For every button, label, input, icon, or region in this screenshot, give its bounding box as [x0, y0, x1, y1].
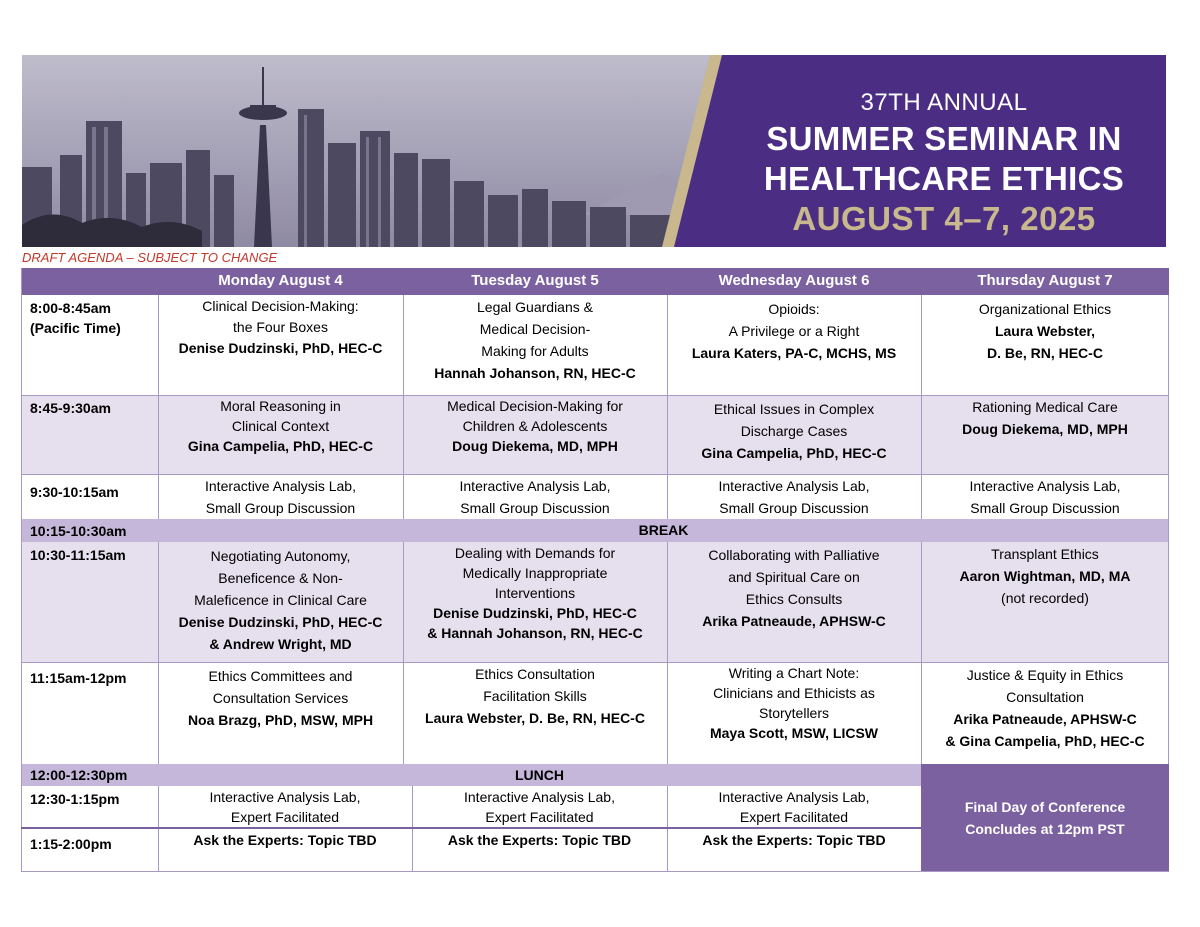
day-header-wednesday: Wednesday August 6	[718, 272, 870, 289]
session-title: Making for Adults	[481, 343, 589, 359]
grid-line	[21, 474, 1169, 475]
session-title: Ask the Experts: Topic TBD	[702, 832, 886, 848]
session-title: Medical Decision-Making for	[447, 398, 623, 414]
session-mon-slot8	[158, 786, 412, 828]
session-title: Expert Facilitated	[739, 809, 849, 825]
session-tue-slot9	[412, 828, 667, 872]
session-title: Children & Adolescents	[462, 418, 608, 434]
session-title: Beneficence & Non-	[218, 570, 343, 586]
grid-line	[21, 662, 1169, 663]
grid-line	[412, 786, 413, 872]
session-title: Rationing Medical Care	[972, 399, 1118, 415]
grid-line	[921, 542, 922, 764]
session-speaker: Laura Katers, PA-C, MCHS, MS	[691, 345, 897, 361]
event-banner	[22, 55, 1166, 247]
grid-line	[403, 295, 404, 519]
session-title: Ethical Issues in Complex	[713, 401, 875, 417]
session-title: Interventions	[494, 585, 576, 601]
day-header-monday: Monday August 4	[218, 272, 343, 289]
time-slot-2: 8:45-9:30am	[30, 400, 111, 416]
day-header-thursday: Thursday August 7	[977, 272, 1113, 289]
session-title: Clinical Decision-Making:	[202, 298, 359, 314]
grid-line	[1168, 295, 1169, 764]
final-day-line2: Concludes at 12pm PST	[965, 821, 1125, 837]
session-title: Small Group Discussion	[719, 500, 869, 516]
grid-line	[667, 786, 668, 872]
banner-edition: 37TH ANNUAL	[860, 89, 1028, 116]
session-note: (not recorded)	[1001, 590, 1089, 606]
time-slot-9: 1:15-2:00pm	[30, 836, 112, 852]
session-speaker: Laura Webster, D. Be, RN, HEC-C	[425, 710, 645, 726]
session-title: Ethics Consultation	[475, 666, 595, 682]
time-slot-8: 12:30-1:15pm	[30, 791, 120, 807]
session-wed-slot5	[667, 542, 921, 662]
session-title: Interactive Analysis Lab,	[209, 789, 361, 805]
session-title: Small Group Discussion	[205, 500, 356, 516]
time-slot-6: 11:15am-12pm	[30, 670, 127, 686]
break-label: BREAK	[638, 522, 689, 538]
session-title: Expert Facilitated	[230, 809, 340, 825]
session-speaker: Noa Brazg, PhD, MSW, MPH	[187, 712, 374, 728]
session-speaker: Denise Dudzinski, PhD, HEC-C	[433, 605, 637, 621]
session-title: Organizational Ethics	[978, 301, 1112, 317]
session-title: Collaborating with Palliative	[708, 547, 880, 563]
grid-line	[667, 542, 668, 764]
session-title: Opioids:	[768, 301, 820, 317]
session-title: and Spiritual Care on	[728, 569, 860, 585]
session-title: Clinical Context	[231, 418, 330, 434]
session-tue-slot8	[412, 786, 667, 828]
session-thu-slot5	[921, 542, 1169, 662]
agenda-table	[21, 268, 1169, 872]
session-tue-slot6	[403, 662, 667, 764]
draft-notice: DRAFT AGENDA – SUBJECT TO CHANGE	[22, 250, 278, 265]
grid-line	[158, 786, 159, 872]
time-slot-break: 10:15-10:30am	[30, 523, 127, 539]
grid-line	[21, 268, 22, 872]
session-title: Interactive Analysis Lab,	[718, 478, 870, 494]
session-title: Writing a Chart Note:	[728, 665, 860, 681]
session-title: Legal Guardians &	[477, 299, 593, 315]
grid-line	[21, 871, 1169, 872]
session-tue-slot5	[403, 542, 667, 662]
session-title: Interactive Analysis Lab,	[969, 478, 1121, 494]
time-slot-3: 9:30-10:15am	[30, 484, 119, 500]
session-mon-slot1	[158, 295, 403, 395]
session-title: Ethics Consults	[745, 591, 843, 607]
session-title: Maleficence in Clinical Care	[194, 592, 367, 608]
session-speaker: Doug Diekema, MD, MPH	[962, 421, 1128, 437]
session-mon-slot6	[158, 662, 403, 764]
session-speaker: Aaron Wightman, MD, MA	[959, 568, 1131, 584]
session-title: Consultation	[1006, 689, 1084, 705]
session-title: Ask the Experts: Topic TBD	[447, 832, 632, 848]
grid-line	[921, 295, 922, 519]
session-tue-slot1	[403, 295, 667, 395]
session-title: Interactive Analysis Lab,	[718, 789, 870, 805]
session-speaker: & Gina Campelia, PhD, HEC-C	[945, 733, 1145, 749]
session-title: Storytellers	[758, 705, 830, 721]
session-mon-slot9	[158, 828, 412, 872]
session-title: the Four Boxes	[233, 319, 328, 335]
session-mon-slot3	[158, 474, 403, 519]
session-speaker: D. Be, RN, HEC-C	[987, 345, 1103, 361]
session-speaker: Arika Patneaude, APHSW-C	[953, 711, 1137, 727]
time-slot-1-range: 8:00-8:45am	[30, 300, 111, 316]
session-wed-slot8	[667, 786, 921, 828]
time-slot-lunch: 12:00-12:30pm	[30, 767, 128, 783]
session-title: Expert Facilitated	[485, 809, 594, 825]
session-mon-slot2	[158, 395, 403, 474]
session-title: Interactive Analysis Lab,	[205, 478, 356, 494]
session-title: Medically Inappropriate	[462, 565, 608, 581]
session-title: Consultation Services	[212, 690, 349, 706]
grid-line	[158, 542, 159, 764]
session-title: Small Group Discussion	[460, 500, 610, 516]
session-title: Ask the Experts: Topic TBD	[193, 832, 377, 848]
session-speaker: Denise Dudzinski, PhD, HEC-C	[178, 340, 383, 356]
day-header-tuesday: Tuesday August 5	[471, 272, 599, 289]
grid-line	[21, 395, 1169, 396]
session-speaker: Laura Webster,	[994, 323, 1096, 339]
grid-line	[21, 827, 921, 829]
session-speaker: Denise Dudzinski, PhD, HEC-C	[178, 614, 383, 630]
session-title: Moral Reasoning in	[220, 398, 341, 414]
final-day-line1: Final Day of Conference	[964, 799, 1126, 815]
session-tue-slot3	[403, 474, 667, 519]
session-title: Interactive Analysis Lab,	[464, 789, 615, 805]
session-wed-slot2	[667, 395, 921, 474]
session-speaker: Hannah Johanson, RN, HEC-C	[434, 365, 636, 381]
session-thu-slot6	[921, 662, 1169, 764]
grid-line	[403, 542, 404, 764]
session-title: A Privilege or a Right	[728, 323, 860, 339]
grid-line	[667, 295, 668, 519]
lunch-label: LUNCH	[515, 767, 564, 783]
session-title: Interactive Analysis Lab,	[459, 478, 611, 494]
session-mon-slot5	[158, 542, 403, 662]
session-thu-slot1	[921, 295, 1169, 395]
session-speaker: Doug Diekema, MD, MPH	[452, 438, 618, 454]
session-speaker: Gina Campelia, PhD, HEC-C	[701, 445, 887, 461]
session-tue-slot2	[403, 395, 667, 474]
session-speaker: Gina Campelia, PhD, HEC-C	[187, 438, 374, 454]
session-title: Clinicians and Ethicists as	[713, 685, 875, 701]
banner-title-line2: HEALTHCARE ETHICS	[763, 160, 1125, 197]
time-slot-5: 10:30-11:15am	[30, 547, 126, 563]
session-title: Small Group Discussion	[970, 500, 1120, 516]
session-wed-slot9	[667, 828, 921, 872]
session-speaker: Arika Patneaude, APHSW-C	[702, 613, 886, 629]
banner-title-block	[722, 55, 1166, 247]
final-day-note	[921, 764, 1169, 872]
time-slot-1	[21, 295, 158, 395]
session-wed-slot1	[667, 295, 921, 395]
banner-title-line1: SUMMER SEMINAR IN	[766, 120, 1122, 157]
session-title: Medical Decision-	[479, 321, 591, 337]
session-wed-slot6	[667, 662, 921, 764]
session-thu-slot3	[921, 474, 1169, 519]
session-thu-slot2	[921, 395, 1169, 474]
session-title: Ethics Committees and	[208, 668, 353, 684]
session-title: Negotiating Autonomy,	[210, 548, 351, 564]
banner-dates: AUGUST 4–7, 2025	[792, 200, 1096, 237]
session-title: Transplant Ethics	[991, 546, 1099, 562]
time-slot-1-zone: (Pacific Time)	[30, 320, 121, 336]
grid-line	[158, 295, 159, 519]
session-title: Justice & Equity in Ethics	[966, 667, 1124, 683]
session-title: Dealing with Demands for	[454, 545, 616, 561]
session-title: Facilitation Skills	[483, 688, 587, 704]
session-speaker: Maya Scott, MSW, LICSW	[709, 725, 878, 741]
session-speaker: & Andrew Wright, MD	[209, 636, 352, 652]
session-wed-slot3	[667, 474, 921, 519]
session-title: Discharge Cases	[740, 423, 848, 439]
session-speaker: & Hannah Johanson, RN, HEC-C	[427, 625, 643, 641]
